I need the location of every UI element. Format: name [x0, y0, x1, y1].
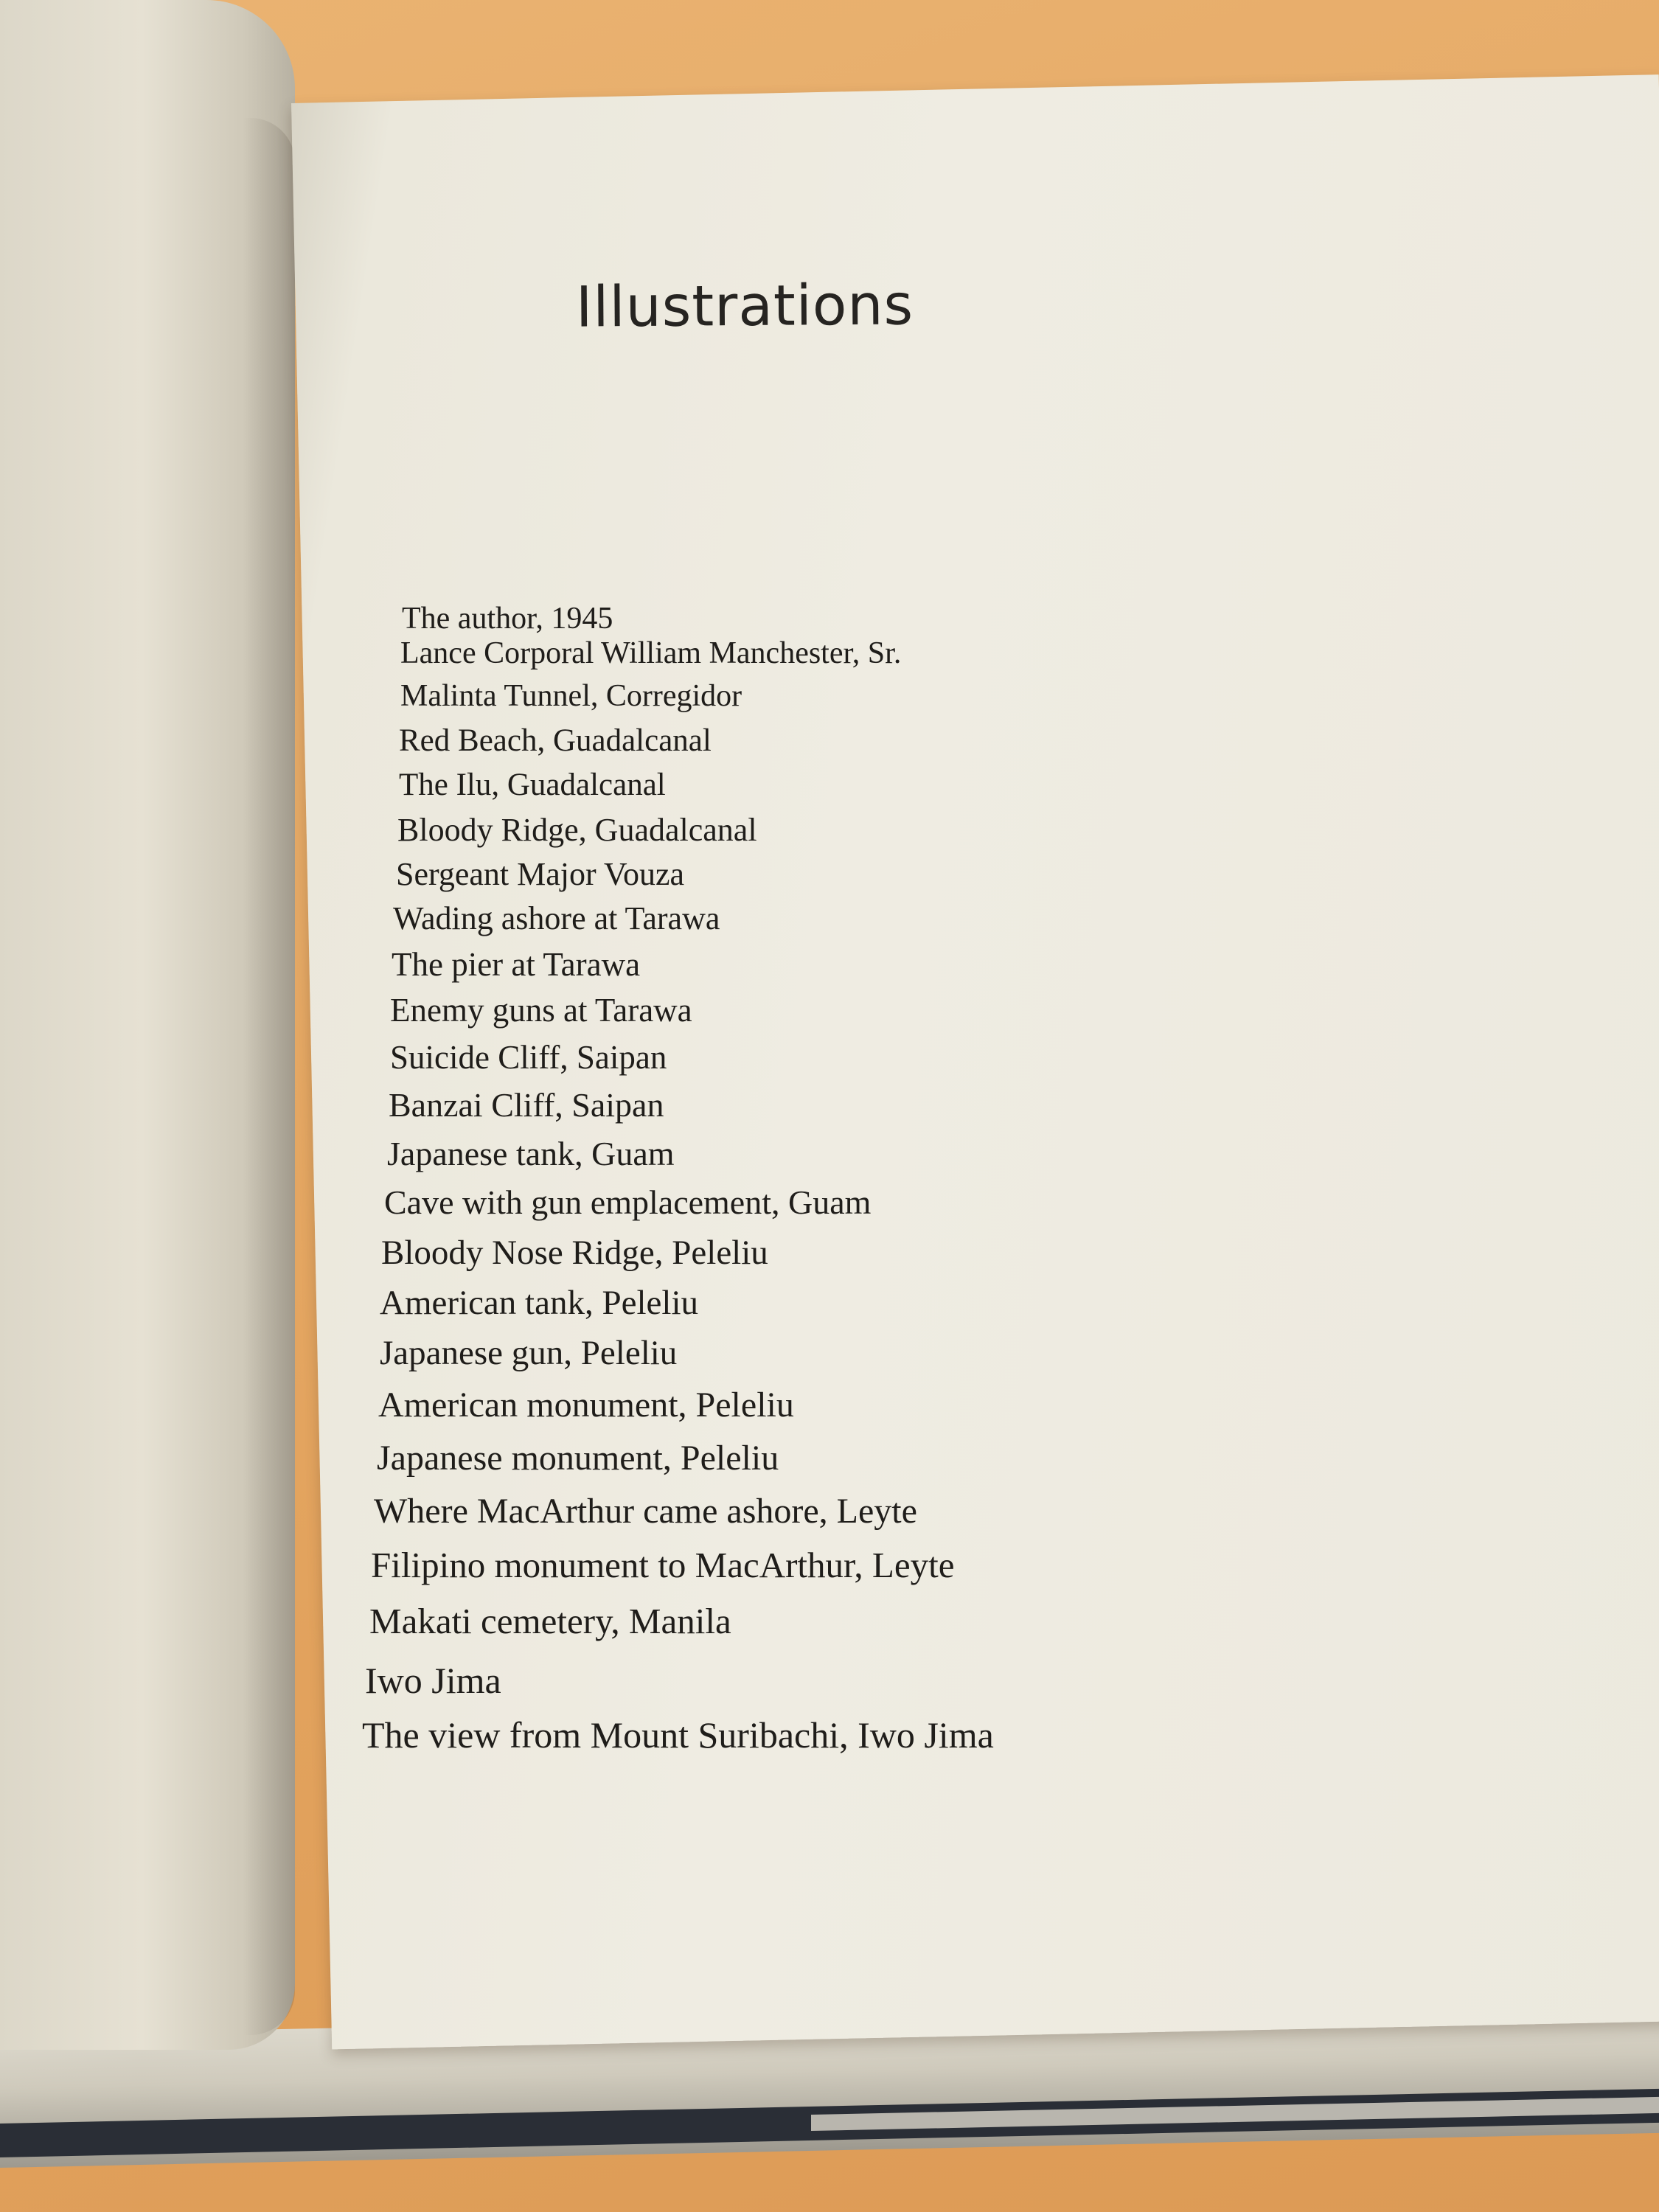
illustration-caption: Sergeant Major Vouza	[396, 856, 685, 892]
illustration-caption: The author, 1945	[402, 602, 613, 636]
illustration-caption: The pier at Tarawa	[392, 946, 641, 983]
illustration-caption: Wading ashore at Tarawa	[393, 900, 720, 936]
illustration-caption: Japanese gun, Peleliu	[380, 1334, 678, 1372]
illustration-caption: The Ilu, Guadalcanal	[399, 768, 666, 802]
left-page-shadow	[243, 118, 295, 2035]
page-heading: Illustrations	[575, 271, 914, 340]
illustration-caption: The view from Mount Suribachi, Iwo Jima	[362, 1714, 994, 1756]
illustration-caption: American monument, Peleliu	[378, 1385, 794, 1425]
illustration-caption: Makati cemetery, Manila	[369, 1601, 731, 1641]
illustration-caption: Bloody Nose Ridge, Peleliu	[381, 1234, 768, 1272]
illustration-caption: Filipino monument to MacArthur, Leyte	[371, 1545, 955, 1585]
illustration-caption: Where MacArthur came ashore, Leyte	[374, 1492, 917, 1531]
illustration-caption: Cave with gun emplacement, Guam	[384, 1183, 872, 1221]
illustration-caption: Malinta Tunnel, Corregidor	[400, 679, 742, 713]
illustration-caption: Banzai Cliff, Saipan	[389, 1086, 664, 1124]
illustration-caption: Japanese monument, Peleliu	[377, 1439, 779, 1478]
illustration-caption: American tank, Peleliu	[380, 1284, 698, 1322]
illustration-caption: Iwo Jima	[365, 1660, 501, 1701]
illustration-caption: Suicide Cliff, Saipan	[390, 1039, 667, 1076]
illustration-caption: Lance Corporal William Manchester, Sr.	[400, 636, 902, 670]
illustration-caption: Enemy guns at Tarawa	[390, 992, 692, 1029]
illustration-caption: Red Beach, Guadalcanal	[399, 723, 712, 758]
illustration-caption: Bloody Ridge, Guadalcanal	[397, 812, 757, 848]
illustration-caption: Japanese tank, Guam	[387, 1135, 675, 1172]
